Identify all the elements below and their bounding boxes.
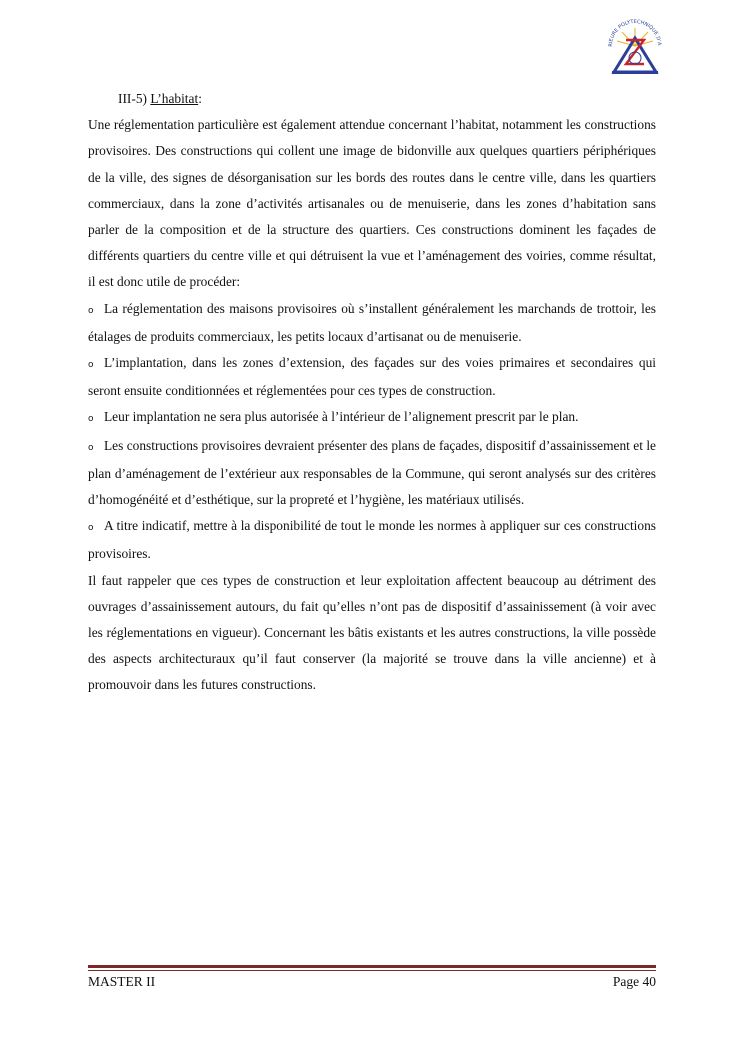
bullet-circle-icon: o (88, 414, 94, 425)
section-number: III-5) (118, 91, 151, 106)
bullet-item: o La réglementation des maisons provisoires où s’installent généralement les marchands de trottoir, les étalages de produits commerciaux, les petits locaux d’artisanat ou de menuiserie. (88, 296, 656, 350)
bullet-circle-icon: o (88, 523, 94, 534)
bullet-circle-icon: o (88, 442, 94, 453)
bullet-item: o L’implantation, dans les zones d’extension, des façades sur des voies primaires et secondaires qui seront ensuite conditionnées et réglementées pour ces types de construction. (88, 350, 656, 404)
university-seal-icon (604, 16, 666, 78)
closing-paragraph: Il faut rappeler que ces types de construction et leur exploitation affectent beaucoup au détriment des ouvrages d’assainissement autours, du fait qu’elles n’ont pas de dispositif d’assainissement (à voir avec les réglementations en vigueur). Concernant les bâtis existants et les autres constructions, la ville possède des aspects architecturaux qu’il faut conserver (la majorité se trouve dans la ville ancienne) et à promouvoir dans les futures constructions. (88, 572, 656, 693)
intro-paragraph: Une réglementation particulière est également attendue concernant l’habitat, notamment les constructions provisoires. Des constructions qui collent une image de bidonville aux quelques quartiers périphériques de la ville, des signes de désorganisation sur les bords des routes dans le centre ville, dans les quartiers commerciaux, dans la zone d’activités artisanales ou de menuiserie, dans les zones d’habitation sans parler de la composition et de la structure des quartiers. Ces constructions dominent les façades de différents quartiers du centre ville et qui détruisent la vue et l’aménagement des voiries, comme résultat, il est donc utile de procéder: (88, 117, 656, 290)
section-heading (88, 86, 656, 112)
footer-rule-thin (88, 970, 656, 971)
bullet-item: o A titre indicatif, mettre à la disponibilité de tout le monde les normes à appliquer sur ces constructions provisoires. (88, 513, 656, 567)
bullet-item: o Les constructions provisoires devraient présenter des plans de façades, dispositif d’assainissement et le plan d’aménagement de l’extérieur aux responsables de la Commune, qui seront analysés sur des critères d’homogénéité et d’esthétique, sur la propreté et l’hygiène, les matériaux utilisés. (88, 433, 656, 514)
logo-text: RIEURE POLYTECHNIQUE D'A (607, 18, 663, 47)
section-colon: : (198, 91, 202, 106)
page-body (88, 86, 656, 699)
page-number: Page 40 (612, 974, 656, 989)
bullet-circle-icon: o (88, 305, 94, 316)
footer-label: MASTER II (88, 974, 156, 989)
bullet-circle-icon: o (88, 360, 94, 371)
footer-rule-thick (88, 965, 656, 968)
bullet-item: o Leur implantation ne sera plus autorisée à l’intérieur de l’alignement prescrit par le plan. (88, 404, 656, 432)
section-title: L’habitat (150, 91, 199, 106)
